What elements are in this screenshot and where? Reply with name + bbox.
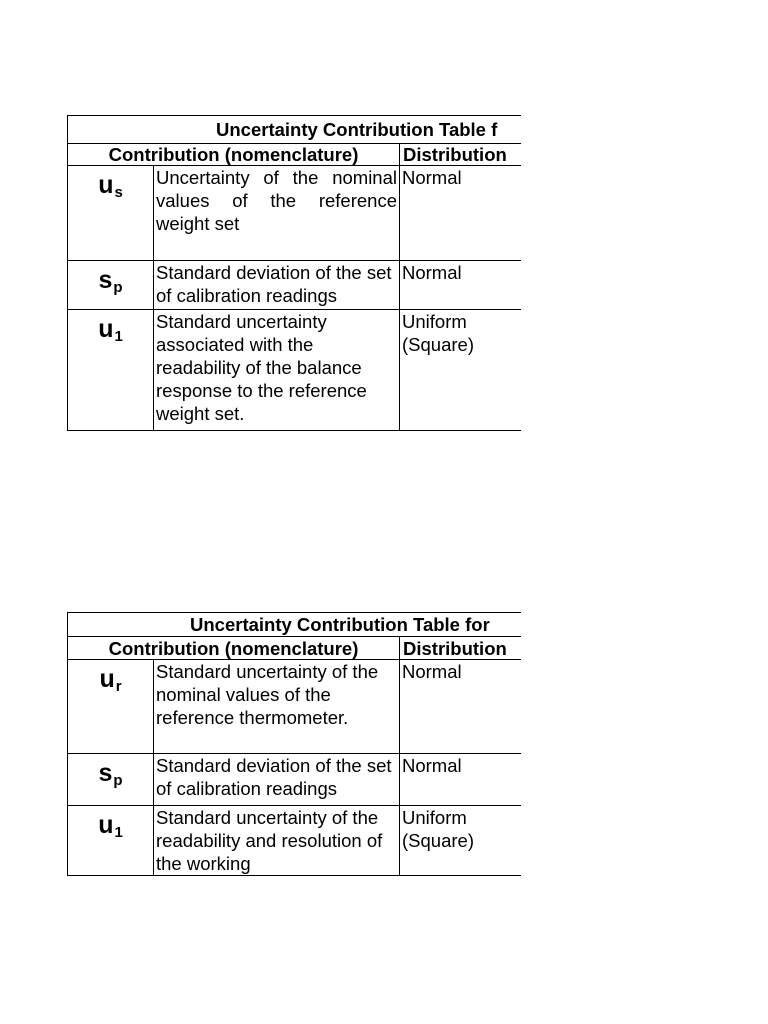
- uncertainty-table-2: [67, 612, 521, 876]
- symbol-subscript: 1: [114, 824, 123, 841]
- symbol: u: [99, 665, 115, 693]
- table-title: Uncertainty Contribution Table f: [68, 116, 522, 144]
- description-cell: Uncertainty of the nominal values of the reference weight set: [154, 166, 400, 261]
- distribution-cell: Uniform (Square): [400, 806, 522, 876]
- table-2-grid: [67, 612, 521, 876]
- symbol: u: [98, 315, 114, 343]
- header-contribution: Contribution (nomenclature): [68, 637, 400, 660]
- symbol-subscript: r: [115, 678, 122, 695]
- table-row: [68, 310, 522, 431]
- symbol-cell: [68, 806, 154, 876]
- header-distribution: Distribution: [400, 637, 522, 660]
- description-cell: Standard uncertainty associated with the readability of the balance response to the reference weight set.: [154, 310, 400, 431]
- symbol-cell: [68, 310, 154, 431]
- symbol: s: [98, 759, 113, 787]
- table-row: [68, 806, 522, 876]
- symbol-cell: [68, 660, 154, 754]
- symbol: s: [98, 266, 113, 294]
- symbol-subscript: p: [113, 279, 123, 296]
- header-contribution: Contribution (nomenclature): [68, 144, 400, 166]
- symbol-subscript: 1: [114, 328, 123, 345]
- symbol-subscript: s: [114, 184, 123, 201]
- symbol-cell: [68, 754, 154, 806]
- table-row: [68, 754, 522, 806]
- distribution-cell: Normal: [400, 166, 522, 261]
- symbol-cell: [68, 166, 154, 261]
- table-header-row: [68, 144, 522, 166]
- distribution-cell: Normal: [400, 261, 522, 310]
- distribution-cell: Normal: [400, 754, 522, 806]
- table-title-row: [68, 613, 522, 637]
- table-1-grid: [67, 115, 521, 431]
- table-row: [68, 660, 522, 754]
- symbol-subscript: p: [113, 772, 123, 789]
- table-header-row: [68, 637, 522, 660]
- table-title: Uncertainty Contribution Table for: [68, 613, 522, 637]
- table-title-row: [68, 116, 522, 144]
- description-cell: Standard uncertainty of the readability and resolution of the working: [154, 806, 400, 876]
- distribution-cell: Normal: [400, 660, 522, 754]
- symbol-cell: [68, 261, 154, 310]
- distribution-cell: Uniform (Square): [400, 310, 522, 431]
- table-row: [68, 261, 522, 310]
- uncertainty-table-1: [67, 115, 521, 431]
- header-distribution: Distribution: [400, 144, 522, 166]
- table-row: [68, 166, 522, 261]
- symbol: u: [98, 811, 114, 839]
- description-cell: Standard deviation of the set of calibration readings: [154, 754, 400, 806]
- symbol: u: [98, 171, 114, 199]
- description-cell: Standard uncertainty of the nominal values of the reference thermometer.: [154, 660, 400, 754]
- description-cell: Standard deviation of the set of calibration readings: [154, 261, 400, 310]
